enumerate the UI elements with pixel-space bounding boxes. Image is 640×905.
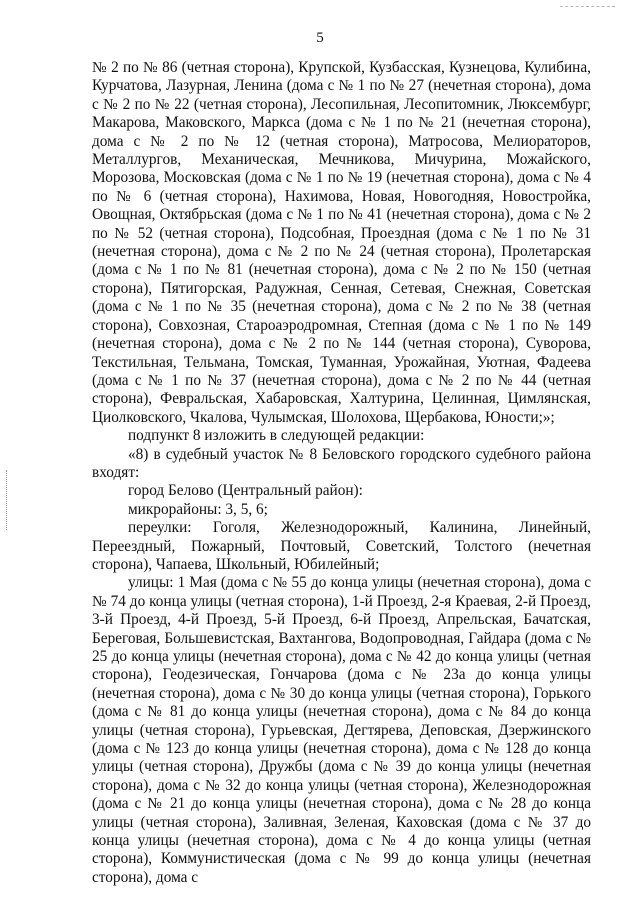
- paragraph-streets: улицы: 1 Мая (дома с № 55 до конца улицы (нечетная сторона), дома с № 74 до конца улицы (четная сторона), 1-й Проезд, 2-я Краевая, 2-й Проезд, 3-й Проезд, 4-й Проезд, 5-й Проезд, 6-й Проезд, Апрельская, Бачатская, Береговая, Большевистская, Вахтангова, Водопроводная, Гайдара (дома с № 25 до конца улицы (нечетная сторона), дома с № 42 до конца улицы (четная сторона), Геодезическая, Гончарова (дома с № 23а до конца улицы (нечетная сторона), дома с № 30 до конца улицы (четная сторона), Горького (дома с № 81 до конца улицы (нечетная сторона), дома с № 84 до конца улицы (четная сторона), Гурьевская, Дегтярева, Деповская, Дзержинского (дома с № 123 до конца улицы (нечетная сторона), дома с № 128 до конца улицы (четная сторона), Дружбы (дома с № 39 до конца улицы (нечетная сторона), дома с № 32 до конца улицы (четная сторона), Железнодорожная (дома с № 21 до конца улицы (нечетная сторона), дома с № 28 до конца улицы (четная сторона), Заливная, Зеленая, Каховская (дома с № 37 до конца улицы (нечетная сторона), дома с № 4 до конца улицы (четная сторона), Коммунистическая (дома с № 99 до конца улицы (нечетная сторона), дома с: [92, 574, 591, 886]
- paragraph-court-district-8: «8) в судебный участок № 8 Беловского городского судебного района входят:: [92, 445, 591, 481]
- scan-margin-mark: [6, 470, 9, 530]
- paragraph-lanes: переулки: Гоголя, Железнодорожный, Калинина, Линейный, Переездный, Пожарный, Почтовый, Советский, Толстого (нечетная сторона), Чапаева, Школьный, Юбилейный;: [92, 519, 591, 573]
- paragraph-microdistricts: микрорайоны: 3, 5, 6;: [128, 500, 268, 518]
- page-number: 5: [316, 30, 324, 46]
- paragraph-subpoint-8-intro: подпункт 8 изложить в следующей редакции:: [128, 427, 425, 445]
- paragraph-street-list-continued: № 2 по № 86 (четная сторона), Крупской, Кузбасская, Кузнецова, Кулибина, Курчатова, Лазурная, Ленина (дома с № 1 по № 27 (нечетная сторона), дома с № 2 по № 22 (четная сторона), Лесопильная, Лесопитомник, Люксембург, Макарова, Маковского, Маркса (дома с № 1 по № 21 (нечетная сторона), дома с № 2 по № 12 (четная сторона), Матросова, Мелиораторов, Металлургов, Механическая, Мечникова, Мичурина, Можайского, Морозова, Московская (дома с № 1 по № 19 (нечетная сторона), дома с № 4 по № 6 (четная сторона), Нахимова, Новая, Новогодняя, Новостройка, Овощная, Октябрьская (дома с № 1 по № 41 (нечетная сторона), дома с № 2 по № 52 (четная сторона), Подсобная, Проездная (дома с № 1 по № 31 (нечетная сторона), дома с № 2 по № 24 (четная сторона), Пролетарская (дома с № 1 по № 81 (нечетная сторона), дома с № 2 по № 150 (четная сторона), Пятигорская, Радужная, Сенная, Сетевая, Снежная, Советская (дома с № 1 по № 35 (нечетная сторона), дома с № 2 по № 38 (четная сторона), Совхозная, Староаэродромная, Степная (дома с № 1 по № 149 (нечетная сторона), дома с № 2 по № 144 (четная сторона), Суворова, Текстильная, Тельмана, Томская, Туманная, Урожайная, Уютная, Фадеева (дома с № 1 по № 37 (нечетная сторона), дома с № 2 по № 44 (четная сторона), Февральская, Хабаровская, Халтурина, Целинная, Цимлянская, Циолковского, Чкалова, Чулымская, Шолохова, Щербакова, Юности;»;: [92, 59, 591, 426]
- paragraph-city: город Белово (Центральный район):: [128, 482, 363, 500]
- document-body: [92, 59, 591, 887]
- scan-edge-mark: [560, 6, 615, 7]
